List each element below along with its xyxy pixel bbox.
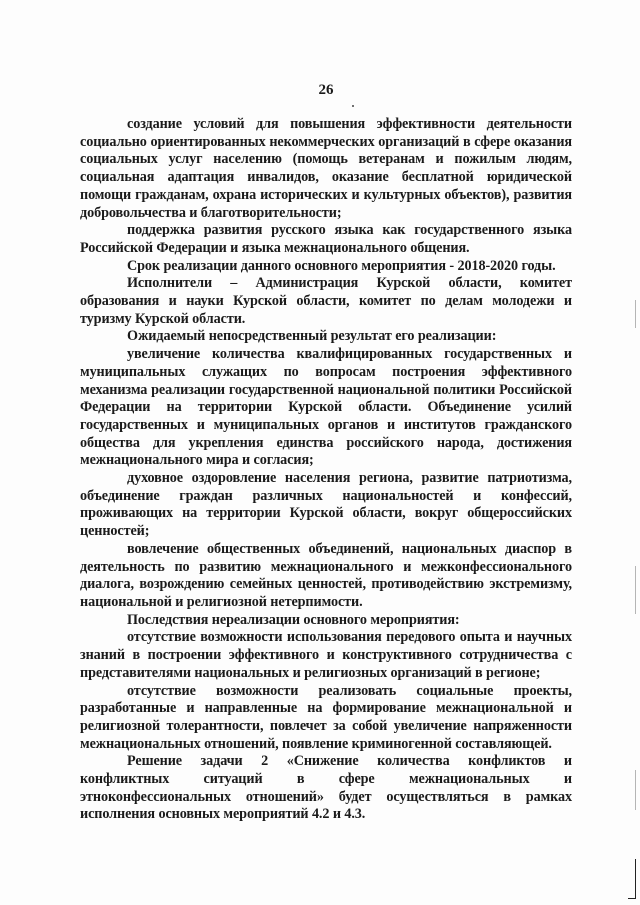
paragraph-3: Срок реализации данного основного мероприятия - 2018-2020 годы.	[127, 257, 556, 274]
paragraph-11: отсутствие возможности реализовать социальные проекты, разработанные и направленные на формирование межнациональной и религиозной толерантности, повлечет за собой увеличение напряженности межнациональных отношений, появление криминогенной составляющей.	[80, 682, 572, 752]
scan-edge-mark	[635, 770, 636, 810]
paragraph-4: Исполнители – Администрация Курской области, комитет образования и науки Курской области, комитет по делам молодежи и туризму Курской области.	[80, 275, 572, 327]
scan-corner-mark	[635, 859, 636, 899]
paragraph-12: Решение задачи 2 «Снижение количества конфликтов и конфликтных ситуаций в сфере межнациональных и этноконфессиональных отношений» будет осуществляться в рамках исполнения основных мероприятий 4.2 и 4.3.	[80, 753, 572, 823]
paragraph-9: Последствия нереализации основного мероприятия:	[127, 611, 460, 628]
scan-edge-mark	[635, 300, 636, 328]
document-body	[80, 116, 572, 824]
paragraph-5: Ожидаемый непосредственный результат его реализации:	[127, 328, 497, 345]
paragraph-2: поддержка развития русского языка как государственного языка Российской Федерации и языка межнационального общения.	[80, 222, 572, 256]
paragraph-7: духовное оздоровление населения региона, развитие патриотизма, объединение граждан различных национальностей и конфессий, проживающих на территории Курской области, вокруг общероссийских ценностей;	[80, 470, 572, 540]
paragraph-6: увеличение количества квалифицированных государственных и муниципальных служащих по вопросам построения эффективного механизма реализации государственной национальной политики Российской Федерации на территории Курской области. Объединение усилий государственных и муниципальных органов и институтов гражданского общества для укрепления единства российского народа, достижения межнационального мира и согласия;	[80, 346, 572, 469]
scan-dot	[352, 105, 354, 107]
page-number: 26	[318, 82, 334, 98]
paragraph-8: вовлечение общественных объединений, национальных диаспор в деятельность по развитию межнационального и межконфессионального диалога, возрождению семейных ценностей, противодействию экстремизму, национальной и религиозной нетерпимости.	[80, 540, 572, 610]
paragraph-10: отсутствие возможности использования передового опыта и научных знаний в построении эффективного и конструктивного сотрудничества с представителями национальных и религиозных организаций в регионе;	[80, 629, 572, 681]
paragraph-1: создание условий для повышения эффективности деятельности социально ориентированных некоммерческих организаций в сфере оказания социальных услуг населению (помощь ветеранам и пожилым людям, социальная адаптация инвалидов, оказание бесплатной юридической помощи гражданам, охрана исторических и культурных объектов), развития добровольчества и благотворительности;	[80, 116, 572, 221]
scan-edge-mark	[635, 566, 636, 614]
